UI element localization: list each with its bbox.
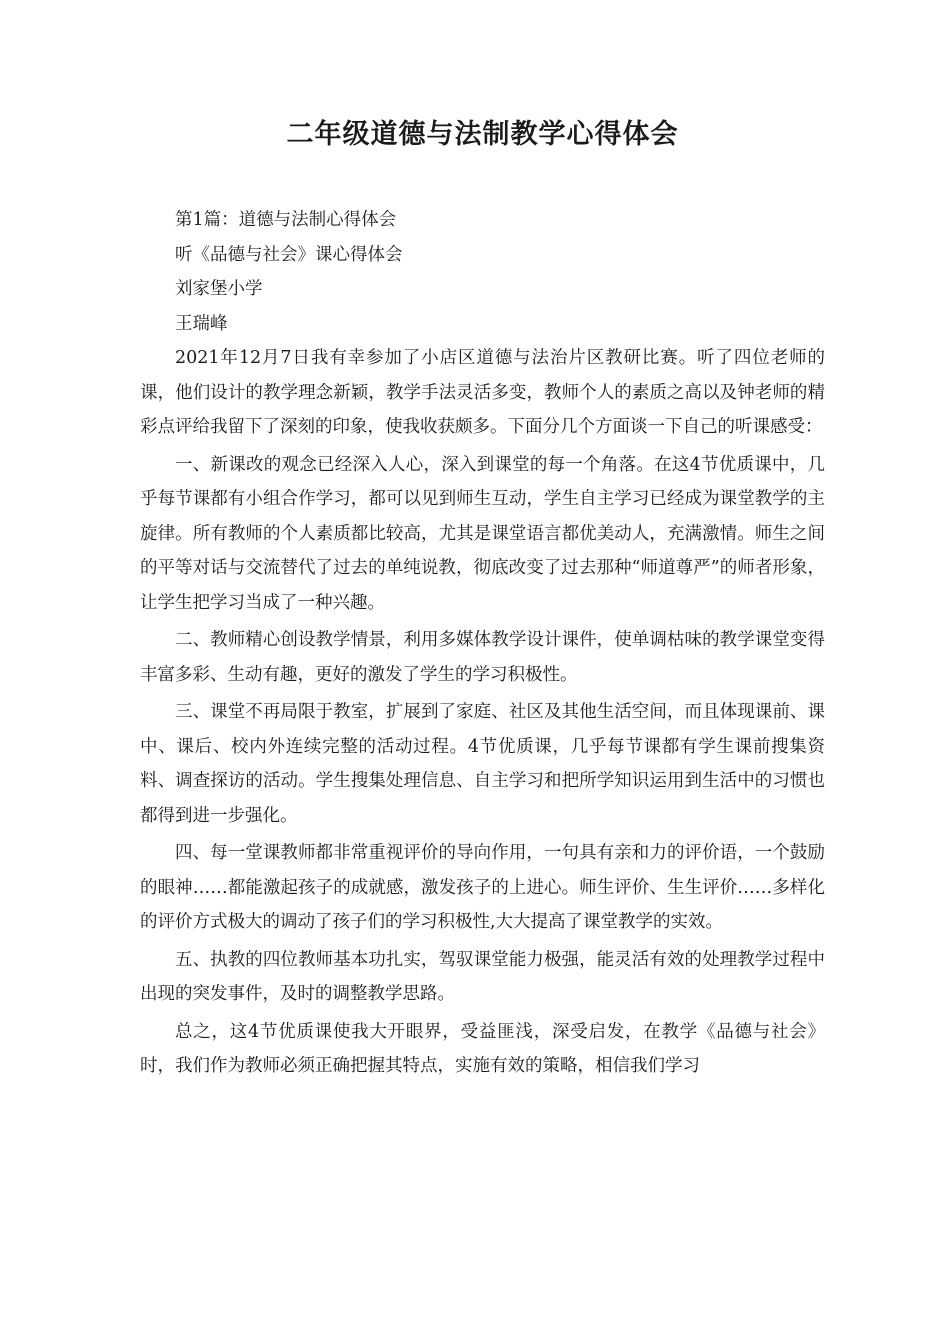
lecture-title: 听《品德与社会》课心得体会 <box>175 244 403 265</box>
document-body <box>140 203 825 1084</box>
article-heading: 第1篇：道德与法制心得体会 <box>175 210 397 230</box>
author-name: 王瑞峰 <box>175 313 228 334</box>
paragraph-conclusion: 总之，这4节优质课使我大开眼界，受益匪浅，深受启发，在教学《品德与社会》时，我们作为教师必须正确把握其特点，实施有效的策略，相信我们学习 <box>140 1021 825 1076</box>
paragraph-intro: 2021年12月7日我有幸参加了小店区道德与法治片区教研比赛。听了四位老师的课，他们设计的教学理念新颖，教学手法灵活多变，教师个人的素质之高以及钟老师的精彩点评给我留下了深刻的印象，使我收获颇多。下面分几个方面谈一下自己的听课感受： <box>140 348 825 437</box>
paragraph-point-4: 四、每一堂课教师都非常重视评价的导向作用，一句具有亲和力的评价语，一个鼓励的眼神……都能激起孩子的成就感，激发孩子的上进心。师生评价、生生评价……多样化的评价方式极大的调动了孩子们的学习积极性,大大提高了课堂教学的实效。 <box>140 843 825 932</box>
paragraph-point-3: 三、课堂不再局限于教室，扩展到了家庭、社区及其他生活空间，而且体现课前、课中、课后、校内外连续完整的活动过程。4节优质课，几乎每节课都有学生课前搜集资料、调查探访的活动。学生搜集处理信息、自主学习和把所学知识运用到生活中的习惯也都得到进一步强化。 <box>140 702 825 826</box>
paragraph-point-1: 一、新课改的观念已经深入人心，深入到课堂的每一个角落。在这4节优质课中，几乎每节课都有小组合作学习，都可以见到师生互动，学生自主学习已经成为课堂教学的主旋律。所有教师的个人素质都比较高，尤其是课堂语言都优美动人，充满激情。师生之间的平等对话与交流替代了过去的单纯说教，彻底改变了过去那种“师道尊严”的师者形象，让学生把学习当成了一种兴趣。 <box>140 454 825 613</box>
paragraph-point-5: 五、执教的四位教师基本功扎实，驾驭课堂能力极强，能灵活有效的处理教学过程中出现的突发事件，及时的调整教学思路。 <box>140 949 825 1004</box>
paragraph-point-2: 二、教师精心创设教学情景，利用多媒体教学设计课件，使单调枯味的教学课堂变得丰富多彩、生动有趣，更好的激发了学生的学习积极性。 <box>140 630 825 685</box>
document-title: 二年级道德与法制教学心得体会 <box>286 119 679 150</box>
school-name: 刘家堡小学 <box>175 279 263 299</box>
